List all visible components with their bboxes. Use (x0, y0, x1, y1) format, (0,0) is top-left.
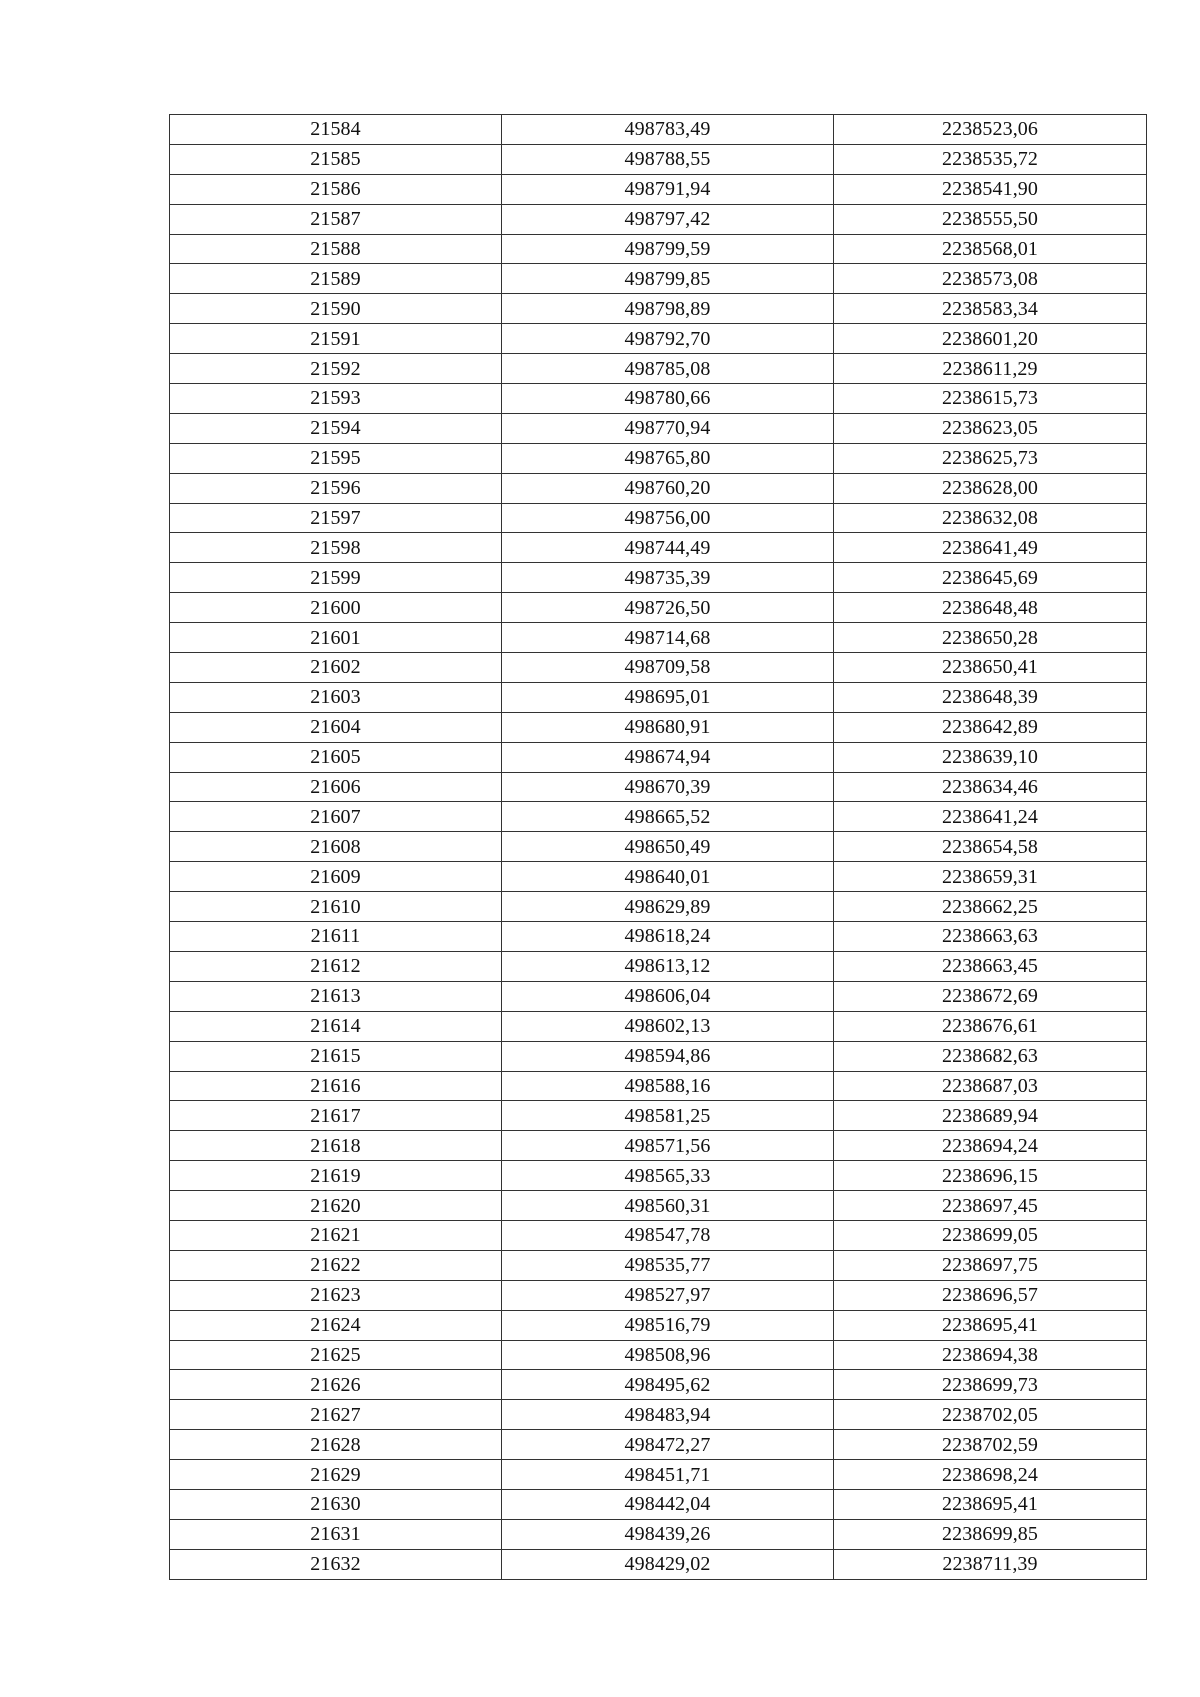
table-row (170, 1101, 1147, 1131)
x-coordinate-cell: 498798,89 (502, 294, 834, 324)
x-coordinate-cell: 498670,39 (502, 772, 834, 802)
x-coordinate-cell: 498765,80 (502, 443, 834, 473)
table-row (170, 443, 1147, 473)
y-coordinate-cell: 2238641,49 (834, 533, 1147, 563)
point-number-cell: 21626 (170, 1370, 502, 1400)
point-number-cell: 21595 (170, 443, 502, 473)
table-row (170, 563, 1147, 593)
x-coordinate-cell: 498756,00 (502, 503, 834, 533)
x-coordinate-cell: 498495,62 (502, 1370, 834, 1400)
table-row (170, 1370, 1147, 1400)
x-coordinate-cell: 498640,01 (502, 862, 834, 892)
x-coordinate-cell: 498581,25 (502, 1101, 834, 1131)
x-coordinate-cell: 498680,91 (502, 712, 834, 742)
y-coordinate-cell: 2238676,61 (834, 1011, 1147, 1041)
x-coordinate-cell: 498472,27 (502, 1430, 834, 1460)
x-coordinate-cell: 498735,39 (502, 563, 834, 593)
point-number-cell: 21621 (170, 1220, 502, 1250)
point-number-cell: 21593 (170, 384, 502, 414)
table-row (170, 1280, 1147, 1310)
y-coordinate-cell: 2238625,73 (834, 443, 1147, 473)
x-coordinate-cell: 498483,94 (502, 1400, 834, 1430)
y-coordinate-cell: 2238641,24 (834, 802, 1147, 832)
table-row (170, 473, 1147, 503)
x-coordinate-cell: 498588,16 (502, 1071, 834, 1101)
table-row (170, 1250, 1147, 1280)
y-coordinate-cell: 2238535,72 (834, 144, 1147, 174)
table-row (170, 802, 1147, 832)
point-number-cell: 21599 (170, 563, 502, 593)
table-row (170, 1041, 1147, 1071)
table-row (170, 832, 1147, 862)
table-row (170, 1220, 1147, 1250)
point-number-cell: 21623 (170, 1280, 502, 1310)
y-coordinate-cell: 2238615,73 (834, 384, 1147, 414)
y-coordinate-cell: 2238711,39 (834, 1549, 1147, 1579)
point-number-cell: 21617 (170, 1101, 502, 1131)
point-number-cell: 21589 (170, 264, 502, 294)
y-coordinate-cell: 2238699,05 (834, 1220, 1147, 1250)
table-row (170, 862, 1147, 892)
y-coordinate-cell: 2238650,41 (834, 653, 1147, 683)
y-coordinate-cell: 2238645,69 (834, 563, 1147, 593)
table-row (170, 593, 1147, 623)
point-number-cell: 21597 (170, 503, 502, 533)
point-number-cell: 21608 (170, 832, 502, 862)
y-coordinate-cell: 2238648,48 (834, 593, 1147, 623)
point-number-cell: 21631 (170, 1519, 502, 1549)
table-row (170, 294, 1147, 324)
table-row (170, 922, 1147, 952)
point-number-cell: 21609 (170, 862, 502, 892)
y-coordinate-cell: 2238634,46 (834, 772, 1147, 802)
table-row (170, 1460, 1147, 1490)
point-number-cell: 21607 (170, 802, 502, 832)
table-row (170, 1011, 1147, 1041)
point-number-cell: 21613 (170, 981, 502, 1011)
point-number-cell: 21612 (170, 951, 502, 981)
y-coordinate-cell: 2238682,63 (834, 1041, 1147, 1071)
x-coordinate-cell: 498451,71 (502, 1460, 834, 1490)
table-row (170, 1310, 1147, 1340)
table-row (170, 174, 1147, 204)
table-row (170, 503, 1147, 533)
point-number-cell: 21628 (170, 1430, 502, 1460)
point-number-cell: 21586 (170, 174, 502, 204)
point-number-cell: 21630 (170, 1489, 502, 1519)
point-number-cell: 21587 (170, 204, 502, 234)
y-coordinate-cell: 2238699,85 (834, 1519, 1147, 1549)
y-coordinate-cell: 2238663,45 (834, 951, 1147, 981)
y-coordinate-cell: 2238659,31 (834, 862, 1147, 892)
table-row (170, 1071, 1147, 1101)
table-row (170, 1340, 1147, 1370)
table-row (170, 264, 1147, 294)
table-row (170, 772, 1147, 802)
x-coordinate-cell: 498799,59 (502, 234, 834, 264)
x-coordinate-cell: 498535,77 (502, 1250, 834, 1280)
table-row (170, 623, 1147, 653)
table-row (170, 742, 1147, 772)
table-row (170, 1161, 1147, 1191)
y-coordinate-cell: 2238573,08 (834, 264, 1147, 294)
x-coordinate-cell: 498674,94 (502, 742, 834, 772)
y-coordinate-cell: 2238696,57 (834, 1280, 1147, 1310)
point-number-cell: 21602 (170, 653, 502, 683)
y-coordinate-cell: 2238697,45 (834, 1191, 1147, 1221)
point-number-cell: 21592 (170, 354, 502, 384)
y-coordinate-cell: 2238696,15 (834, 1161, 1147, 1191)
y-coordinate-cell: 2238663,63 (834, 922, 1147, 952)
table-row (170, 951, 1147, 981)
x-coordinate-cell: 498527,97 (502, 1280, 834, 1310)
point-number-cell: 21605 (170, 742, 502, 772)
point-number-cell: 21594 (170, 413, 502, 443)
table-row (170, 354, 1147, 384)
table-row (170, 712, 1147, 742)
point-number-cell: 21610 (170, 892, 502, 922)
point-number-cell: 21622 (170, 1250, 502, 1280)
table-row (170, 653, 1147, 683)
y-coordinate-cell: 2238699,73 (834, 1370, 1147, 1400)
table-row (170, 413, 1147, 443)
x-coordinate-cell: 498726,50 (502, 593, 834, 623)
x-coordinate-cell: 498602,13 (502, 1011, 834, 1041)
x-coordinate-cell: 498565,33 (502, 1161, 834, 1191)
x-coordinate-cell: 498571,56 (502, 1131, 834, 1161)
y-coordinate-cell: 2238628,00 (834, 473, 1147, 503)
x-coordinate-cell: 498780,66 (502, 384, 834, 414)
x-coordinate-cell: 498439,26 (502, 1519, 834, 1549)
y-coordinate-cell: 2238601,20 (834, 324, 1147, 354)
x-coordinate-cell: 498665,52 (502, 802, 834, 832)
coordinates-table-body (170, 115, 1147, 1580)
x-coordinate-cell: 498650,49 (502, 832, 834, 862)
table-row (170, 115, 1147, 145)
x-coordinate-cell: 498714,68 (502, 623, 834, 653)
y-coordinate-cell: 2238650,28 (834, 623, 1147, 653)
table-row (170, 1191, 1147, 1221)
x-coordinate-cell: 498516,79 (502, 1310, 834, 1340)
point-number-cell: 21611 (170, 922, 502, 952)
x-coordinate-cell: 498797,42 (502, 204, 834, 234)
point-number-cell: 21603 (170, 682, 502, 712)
point-number-cell: 21600 (170, 593, 502, 623)
y-coordinate-cell: 2238695,41 (834, 1310, 1147, 1340)
table-row (170, 1489, 1147, 1519)
table-row (170, 384, 1147, 414)
x-coordinate-cell: 498709,58 (502, 653, 834, 683)
point-number-cell: 21619 (170, 1161, 502, 1191)
x-coordinate-cell: 498613,12 (502, 951, 834, 981)
y-coordinate-cell: 2238523,06 (834, 115, 1147, 145)
point-number-cell: 21590 (170, 294, 502, 324)
x-coordinate-cell: 498744,49 (502, 533, 834, 563)
table-row (170, 981, 1147, 1011)
coordinates-table (169, 114, 1147, 1580)
table-row (170, 1519, 1147, 1549)
x-coordinate-cell: 498760,20 (502, 473, 834, 503)
point-number-cell: 21632 (170, 1549, 502, 1579)
point-number-cell: 21629 (170, 1460, 502, 1490)
table-row (170, 1549, 1147, 1579)
x-coordinate-cell: 498770,94 (502, 413, 834, 443)
x-coordinate-cell: 498792,70 (502, 324, 834, 354)
x-coordinate-cell: 498618,24 (502, 922, 834, 952)
x-coordinate-cell: 498783,49 (502, 115, 834, 145)
y-coordinate-cell: 2238583,34 (834, 294, 1147, 324)
point-number-cell: 21616 (170, 1071, 502, 1101)
point-number-cell: 21584 (170, 115, 502, 145)
table-row (170, 1131, 1147, 1161)
point-number-cell: 21601 (170, 623, 502, 653)
y-coordinate-cell: 2238642,89 (834, 712, 1147, 742)
table-row (170, 144, 1147, 174)
y-coordinate-cell: 2238702,59 (834, 1430, 1147, 1460)
y-coordinate-cell: 2238632,08 (834, 503, 1147, 533)
x-coordinate-cell: 498799,85 (502, 264, 834, 294)
table-row (170, 682, 1147, 712)
point-number-cell: 21614 (170, 1011, 502, 1041)
x-coordinate-cell: 498695,01 (502, 682, 834, 712)
point-number-cell: 21598 (170, 533, 502, 563)
x-coordinate-cell: 498429,02 (502, 1549, 834, 1579)
x-coordinate-cell: 498629,89 (502, 892, 834, 922)
y-coordinate-cell: 2238687,03 (834, 1071, 1147, 1101)
x-coordinate-cell: 498560,31 (502, 1191, 834, 1221)
x-coordinate-cell: 498508,96 (502, 1340, 834, 1370)
point-number-cell: 21618 (170, 1131, 502, 1161)
x-coordinate-cell: 498442,04 (502, 1489, 834, 1519)
table-row (170, 892, 1147, 922)
point-number-cell: 21620 (170, 1191, 502, 1221)
point-number-cell: 21585 (170, 144, 502, 174)
y-coordinate-cell: 2238698,24 (834, 1460, 1147, 1490)
y-coordinate-cell: 2238639,10 (834, 742, 1147, 772)
y-coordinate-cell: 2238568,01 (834, 234, 1147, 264)
table-row (170, 234, 1147, 264)
y-coordinate-cell: 2238697,75 (834, 1250, 1147, 1280)
y-coordinate-cell: 2238611,29 (834, 354, 1147, 384)
x-coordinate-cell: 498788,55 (502, 144, 834, 174)
point-number-cell: 21624 (170, 1310, 502, 1340)
y-coordinate-cell: 2238541,90 (834, 174, 1147, 204)
y-coordinate-cell: 2238654,58 (834, 832, 1147, 862)
point-number-cell: 21588 (170, 234, 502, 264)
y-coordinate-cell: 2238694,38 (834, 1340, 1147, 1370)
y-coordinate-cell: 2238662,25 (834, 892, 1147, 922)
point-number-cell: 21606 (170, 772, 502, 802)
point-number-cell: 21625 (170, 1340, 502, 1370)
y-coordinate-cell: 2238672,69 (834, 981, 1147, 1011)
y-coordinate-cell: 2238694,24 (834, 1131, 1147, 1161)
x-coordinate-cell: 498594,86 (502, 1041, 834, 1071)
point-number-cell: 21591 (170, 324, 502, 354)
point-number-cell: 21627 (170, 1400, 502, 1430)
x-coordinate-cell: 498785,08 (502, 354, 834, 384)
x-coordinate-cell: 498547,78 (502, 1220, 834, 1250)
point-number-cell: 21615 (170, 1041, 502, 1071)
x-coordinate-cell: 498606,04 (502, 981, 834, 1011)
table-row (170, 204, 1147, 234)
y-coordinate-cell: 2238702,05 (834, 1400, 1147, 1430)
table-row (170, 533, 1147, 563)
y-coordinate-cell: 2238695,41 (834, 1489, 1147, 1519)
point-number-cell: 21596 (170, 473, 502, 503)
table-row (170, 1430, 1147, 1460)
y-coordinate-cell: 2238623,05 (834, 413, 1147, 443)
table-row (170, 324, 1147, 354)
y-coordinate-cell: 2238689,94 (834, 1101, 1147, 1131)
point-number-cell: 21604 (170, 712, 502, 742)
x-coordinate-cell: 498791,94 (502, 174, 834, 204)
y-coordinate-cell: 2238555,50 (834, 204, 1147, 234)
y-coordinate-cell: 2238648,39 (834, 682, 1147, 712)
table-row (170, 1400, 1147, 1430)
